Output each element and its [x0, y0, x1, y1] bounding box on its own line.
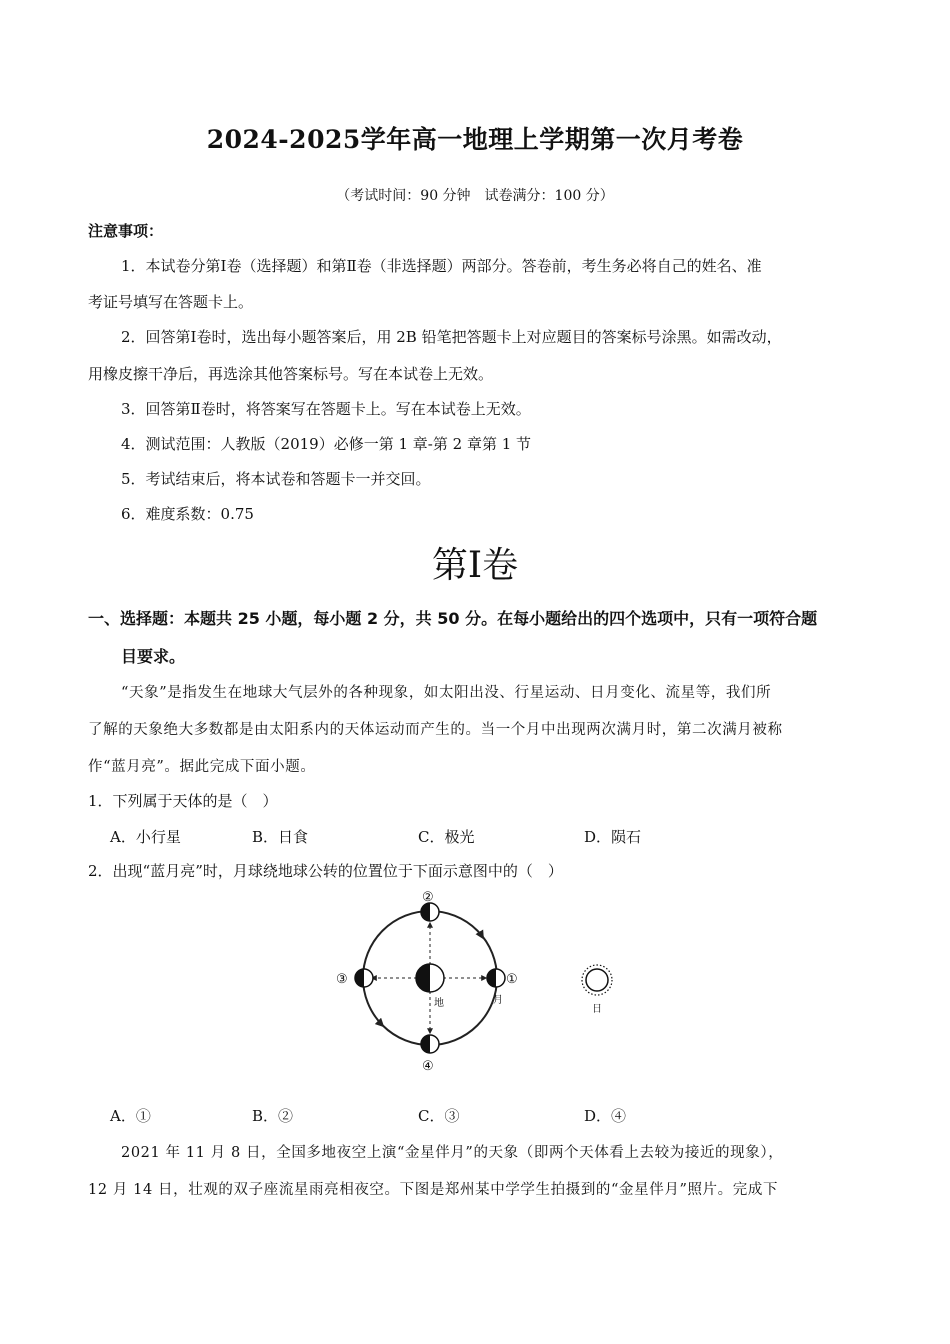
section-heading: 一、选择题：本题共 25 小题，每小题 2 分，共 50 分。在每小题给出的四个选项中，只有一项符合题: [88, 609, 818, 628]
q2-option-c: C．③: [418, 1107, 460, 1125]
q1-option-a: A．小行星: [110, 828, 181, 846]
moon-position-1: [487, 969, 505, 987]
page-title: 2024-2025学年高一地理上学期第一次月考卷: [206, 125, 744, 154]
exam-info: （考试时间：90 分钟 试卷满分：100 分）: [336, 188, 614, 204]
label-position-1: ①: [506, 972, 518, 987]
volume-title: 第Ⅰ卷: [431, 545, 519, 586]
question-2-stem: 2．出现“蓝月亮”时，月球绕地球公转的位置位于下面示意图中的（ ）: [88, 862, 563, 880]
passage-line: 12 月 14 日，壮观的双子座流星雨亮相夜空。下图是郑州某中学学生拍摄到的“金星伴月”照片。完成下: [88, 1182, 779, 1198]
label-earth: 地: [434, 998, 444, 1009]
note-line: 用橡皮擦干净后，再选涂其他答案标号。写在本试卷上无效。: [88, 365, 494, 383]
earth-symbol: [416, 964, 444, 992]
moon-orbit-diagram: [320, 885, 640, 1075]
moon-position-2: [421, 903, 439, 921]
note-line: 1．本试卷分第Ⅰ卷（选择题）和第Ⅱ卷（非选择题）两部分。答卷前，考生务必将自己的姓名、准: [121, 257, 762, 275]
note-line: 5．考试结束后，将本试卷和答题卡一并交回。: [121, 470, 431, 488]
note-line: 3．回答第Ⅱ卷时，将答案写在答题卡上。写在本试卷上无效。: [121, 400, 531, 418]
section-heading-cont: 目要求。: [121, 647, 186, 666]
question-1-stem: 1．下列属于天体的是（ ）: [88, 792, 278, 810]
passage-line: 作“蓝月亮”。据此完成下面小题。: [88, 759, 316, 775]
passage-line: “天象”是指发生在地球大气层外的各种现象，如太阳出没、行星运动、日月变化、流星等，我们所: [121, 685, 772, 701]
passage-line: 2021 年 11 月 8 日，全国多地夜空上演“金星伴月”的天象（即两个天体看上去较为接近的现象），: [121, 1145, 784, 1161]
q1-option-d: D．陨石: [584, 828, 642, 846]
label-position-3: ③: [336, 972, 348, 987]
q1-option-c: C．极光: [418, 828, 475, 846]
sun-symbol: [582, 965, 612, 995]
moon-position-3: [355, 969, 373, 987]
note-line: 2．回答第Ⅰ卷时，选出每小题答案后，用 2B 铅笔把答题卡上对应题目的答案标号涂黑。如需改动，: [121, 328, 782, 346]
q2-option-d: D．④: [584, 1107, 627, 1125]
note-line: 4．测试范围：人教版（2019）必修一第 1 章-第 2 章第 1 节: [121, 435, 532, 453]
q2-option-b: B．②: [252, 1107, 294, 1125]
label-position-2: ②: [422, 890, 434, 905]
q1-option-b: B．日食: [252, 828, 309, 846]
passage-line: 了解的天象绝大多数都是由太阳系内的天体运动而产生的。当一个月中出现两次满月时，第二次满月被称: [88, 722, 783, 738]
q2-option-a: A．①: [110, 1107, 151, 1125]
notes-heading: 注意事项：: [88, 222, 164, 240]
label-moon: 月: [493, 995, 503, 1006]
note-line: 考证号填写在答题卡上。: [88, 293, 254, 311]
note-line: 6．难度系数：0.75: [121, 505, 254, 523]
label-position-4: ④: [422, 1059, 434, 1074]
label-sun: 日: [592, 1004, 602, 1015]
moon-position-4: [421, 1035, 439, 1053]
